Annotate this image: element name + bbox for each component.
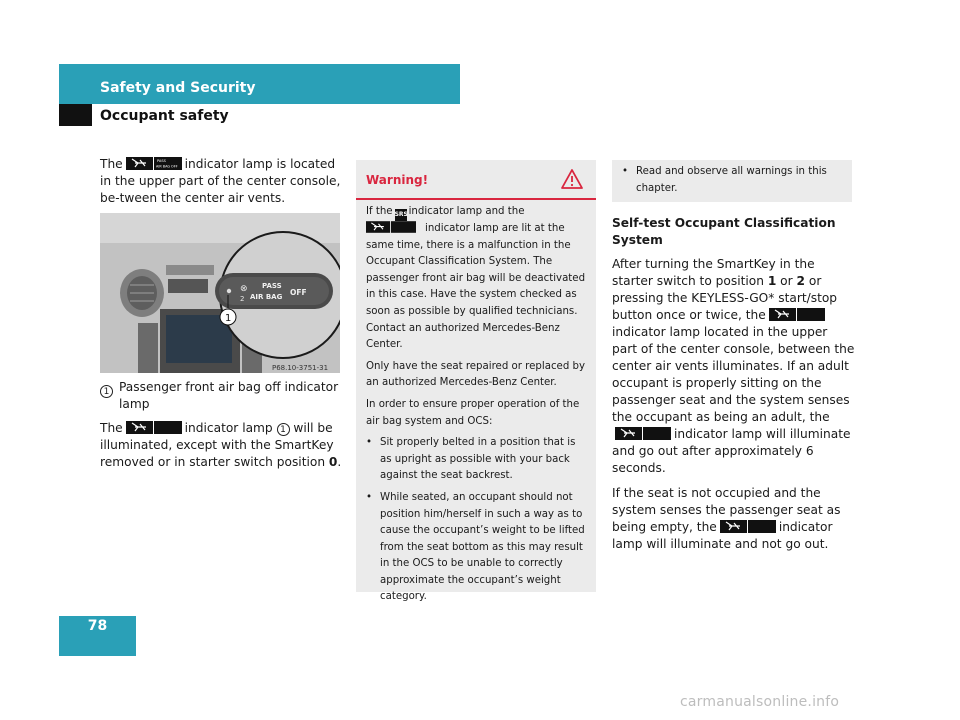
warning-body [366,204,588,606]
footer-watermark[interactable]: carmanualsonline.info [680,694,840,710]
passenger-airbag-off-indicator-icon [615,427,671,440]
right-p1-or: or [780,274,793,288]
page-number: 78 [87,618,108,634]
passenger-airbag-off-indicator-icon [366,221,422,234]
self-test-heading: Self-test Occupant Classification System [612,216,836,247]
left-intro [100,156,342,207]
note-bullet-item: • Read and observe all warnings in this chapter. [622,164,844,197]
lamp-text-pass: PASS [262,282,282,290]
position-1: 1 [767,274,777,288]
warning-p1-start: If the [366,206,393,217]
warning-p2: Only have the seat repaired or replaced by an authorized Mercedes-Benz Center. [366,360,586,389]
caption-number: 1 [100,385,113,398]
note-body [622,164,844,197]
right-p1-mid: or pressing the KEYLESS-GO* start/stop button once or twice, the [612,274,838,322]
position-2: 2 [796,274,805,288]
passenger-airbag-off-indicator-icon [126,421,182,434]
passenger-airbag-off-indicator-icon [720,520,776,533]
lamp-text-airbag: AIR BAG [250,293,283,301]
indicator-label-airbag-off: AIR BAG OFF [155,164,178,169]
caption-text: Passenger front air bag off indicator lamp [119,380,339,411]
para2-mid: indicator lamp [184,421,273,435]
left-para2 [100,420,342,471]
warning-p1-mid: indicator lamp and the [408,206,525,217]
section-title: Safety and Security [100,80,256,96]
right-p1-start: After turning the SmartKey in the starter switch to position [612,257,815,288]
center-console-photo [100,213,340,373]
lamp-icon-glyph: ⊗ [240,284,248,294]
para2-end: will be illuminated, except with the SmartKey removed or in starter switch position [100,421,334,469]
figure-caption [100,379,342,413]
para2-start: The [100,421,123,435]
subsection-title: Occupant safety [100,108,229,124]
figure-callout-number: 1 [225,313,232,324]
warning-bullet-item: • While seated, an occupant should not position him/herself in such a way as to cause the occupant’s weight to be lifted from the seat bottom as this may result in the OCS to be unable to correctly approximate the occupant’s weight category. [366,490,588,606]
passenger-airbag-off-indicator-icon [126,157,182,170]
warning-title: Warning! [366,173,429,187]
para2-period: . [337,455,342,469]
intro-text-end: indicator lamp is located in the upper part of the center console, be-tween the center air vents. [100,157,341,205]
warning-p1-end: indicator lamp are lit at the same time, there is a malfunction in the Occupant Classification System. The passenger front air bag will be deactivated in this case. Have the system checked as soon as possible by qualified technicians. Contact an authorized Mercedes-Benz Center. [366,223,586,351]
right-p1-end: indicator lamp will illuminate and go out after approximately 6 seconds. [612,427,851,475]
right-p2-start: If the seat is not occupied and the system senses the passenger seat as being empty, the [612,486,841,534]
warning-p3: In order to ensure proper operation of the air bag system and OCS: [366,398,580,427]
indicator-label-pass: PASS [156,159,166,163]
lamp-text-off: OFF [290,288,307,297]
right-p2-end: indicator lamp will illuminate and not go out. [612,520,833,551]
warning-triangle-icon [560,168,584,194]
right-p1-cont: indicator lamp located in the upper part of the center console, between the center air vents illuminates. If an adult occupant is properly sitting on the passenger seat and the system senses the occupant as being an adult, the [612,325,855,424]
srs-indicator-icon: SRS [395,209,407,221]
figure-reference-code: P68.10-3751-31 [272,364,329,372]
subsection-marker [59,104,92,126]
passenger-airbag-off-indicator-icon [769,308,825,321]
lamp-small-2: 2 [240,295,245,303]
warning-bullet-list [366,435,588,606]
right-column [612,215,856,553]
intro-text-start: The [100,157,123,171]
para2-circle-number: 1 [277,423,290,436]
para2-position-zero: 0 [328,455,338,469]
warning-bullet-item: • Sit properly belted in a position that is as upright as possible with your back against the seat backrest. [366,435,588,485]
